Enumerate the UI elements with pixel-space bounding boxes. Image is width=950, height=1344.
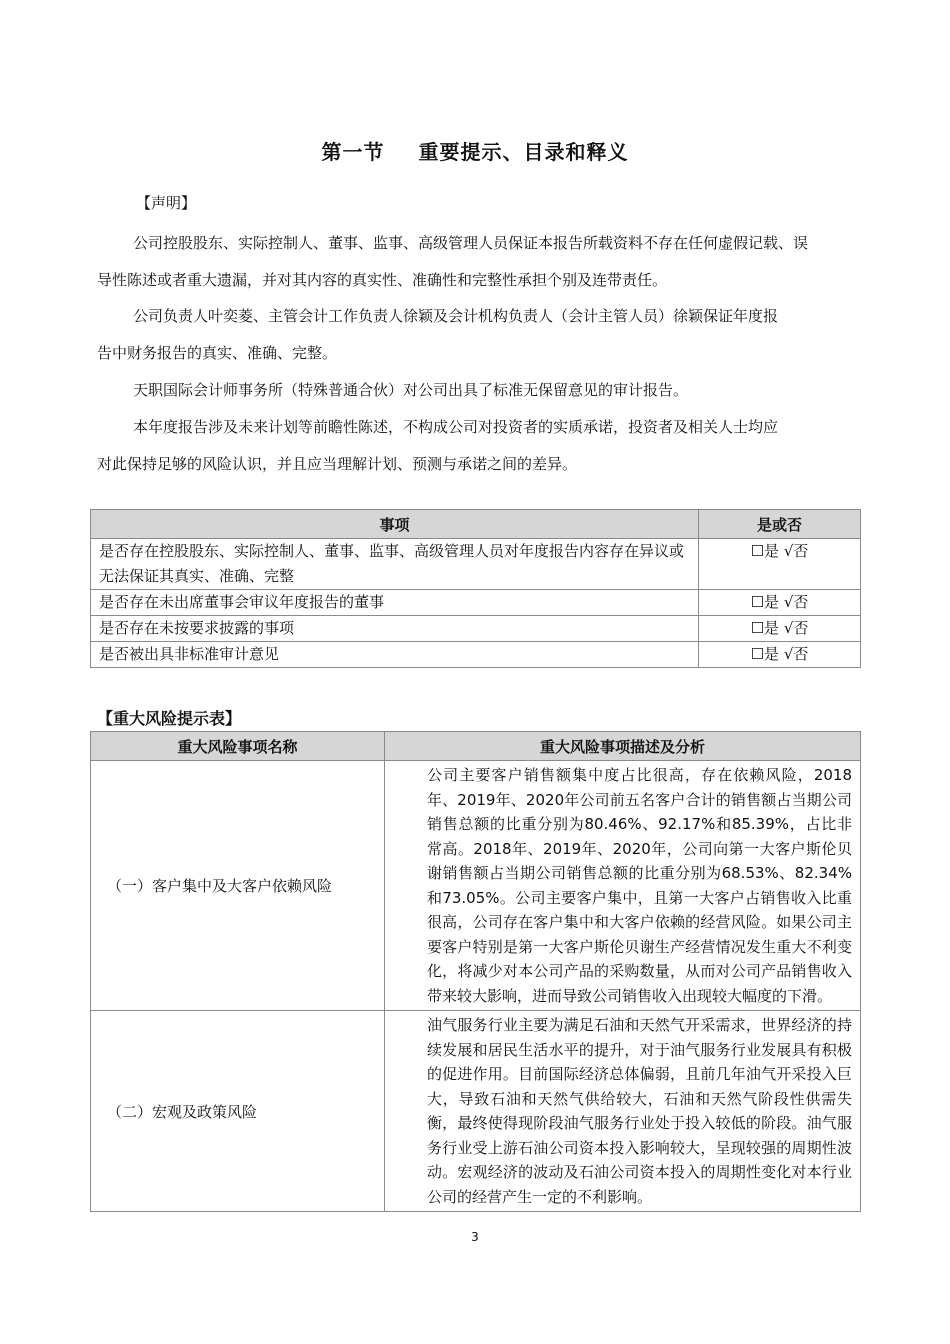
answer-cell: ☐是 √否 <box>699 590 861 616</box>
header-risk-desc: 重大风险事项描述及分析 <box>385 732 861 761</box>
table-row <box>91 1011 861 1212</box>
page-number: 3 <box>471 1230 479 1244</box>
table-row <box>91 590 861 616</box>
risk-desc-cell <box>385 761 861 1011</box>
paragraph-3 <box>97 372 855 409</box>
confirmation-table <box>90 509 861 668</box>
risk-desc-text: 油气服务行业主要为满足石油和天然气开采需求，世界经济的持续发展和居民生活水平的提升，对于油气服务行业发展具有积极的促进作用。目前国际经济总体偏弱，且前几年油气开采投入巨大，导致石油和天然气供给较大，石油和天然气阶段性供需失衡，最终使得现阶段油气服务行业处于投入较低的阶段。油气服务行业受上游石油公司资本投入影响较大，呈现较强的周期性波动。宏观经济的波动及石油公司资本投入的周期性变化对本行业公司的经营产生一定的不利影响。 <box>427 1016 852 1206</box>
section-title <box>0 136 950 165</box>
paragraph-1 <box>97 225 855 299</box>
paragraph-line: 本年度报告涉及未来计划等前瞻性陈述，不构成公司对投资者的实质承诺，投资者及相关人士均应 <box>133 418 779 436</box>
item-cell: 是否存在未按要求披露的事项 <box>91 616 699 642</box>
answer-cell: ☐是 √否 <box>699 539 861 590</box>
item-cell: 是否被出具非标准审计意见 <box>91 642 699 668</box>
header-yesno: 是或否 <box>699 510 861 539</box>
table-header-row <box>91 510 861 539</box>
risk-table-heading: 【重大风险提示表】 <box>97 709 242 728</box>
risk-name-cell: （二）宏观及政策风险 <box>91 1011 385 1212</box>
risk-desc-cell <box>385 1011 861 1212</box>
paragraph-line: 公司负责人叶奕菱、主管会计工作负责人徐颖及会计机构负责人（会计主管人员）徐颖保证年度报 <box>133 307 779 325</box>
risk-desc-text: 公司主要客户销售额集中度占比很高，存在依赖风险，2018年、2019年、2020年公司前五名客户合计的销售额占当期公司销售总额的比重分别为80.46%、92.17%和85.39%，占比非常高。2018年、2019年、2020年，公司向第一大客户斯伦贝谢销售额占当期公司销售总额的比重分别为68.53%、82.34%和73.05%。公司主要客户集中，且第一大客户占销售收入比重很高，公司存在客户集中和大客户依赖的经营风险。如果公司主要客户特别是第一大客户斯伦贝谢生产经营情况发生重大不利变化，将减少对本公司产品的采购数量，从而对公司产品销售收入带来较大影响，进而导致公司销售收入出现较大幅度的下滑。 <box>427 766 852 1005</box>
risk-name-cell: （一）客户集中及大客户依赖风险 <box>91 761 385 1011</box>
header-risk-name: 重大风险事项名称 <box>91 732 385 761</box>
paragraph-line: 天职国际会计师事务所（特殊普通合伙）对公司出具了标准无保留意见的审计报告。 <box>133 381 689 399</box>
paragraph-4 <box>97 409 855 483</box>
answer-cell: ☐是 √否 <box>699 616 861 642</box>
table-row <box>91 761 861 1011</box>
table-row <box>91 616 861 642</box>
section-number: 第一节 <box>321 140 385 164</box>
table-row <box>91 642 861 668</box>
declaration-heading: 【声明】 <box>136 194 197 212</box>
paragraph-line: 公司控股股东、实际控制人、董事、监事、高级管理人员保证本报告所载资料不存在任何虚假记载、误 <box>133 234 809 252</box>
risk-table <box>90 731 861 1212</box>
header-item: 事项 <box>91 510 699 539</box>
item-cell: 是否存在控股股东、实际控制人、董事、监事、高级管理人员对年度报告内容存在异议或无法保证其真实、准确、完整 <box>91 539 699 590</box>
section-name: 重要提示、目录和释义 <box>418 140 629 164</box>
table-row <box>91 539 861 590</box>
item-cell: 是否存在未出席董事会审议年度报告的董事 <box>91 590 699 616</box>
paragraph-2 <box>97 298 855 372</box>
table-header-row <box>91 732 861 761</box>
paragraph-line: 告中财务报告的真实、准确、完整。 <box>97 344 338 362</box>
paragraph-line: 对此保持足够的风险认识，并且应当理解计划、预测与承诺之间的差异。 <box>97 455 578 473</box>
answer-cell: ☐是 √否 <box>699 642 861 668</box>
paragraph-line: 导性陈述或者重大遗漏，并对其内容的真实性、准确性和完整性承担个别及连带责任。 <box>97 271 668 289</box>
